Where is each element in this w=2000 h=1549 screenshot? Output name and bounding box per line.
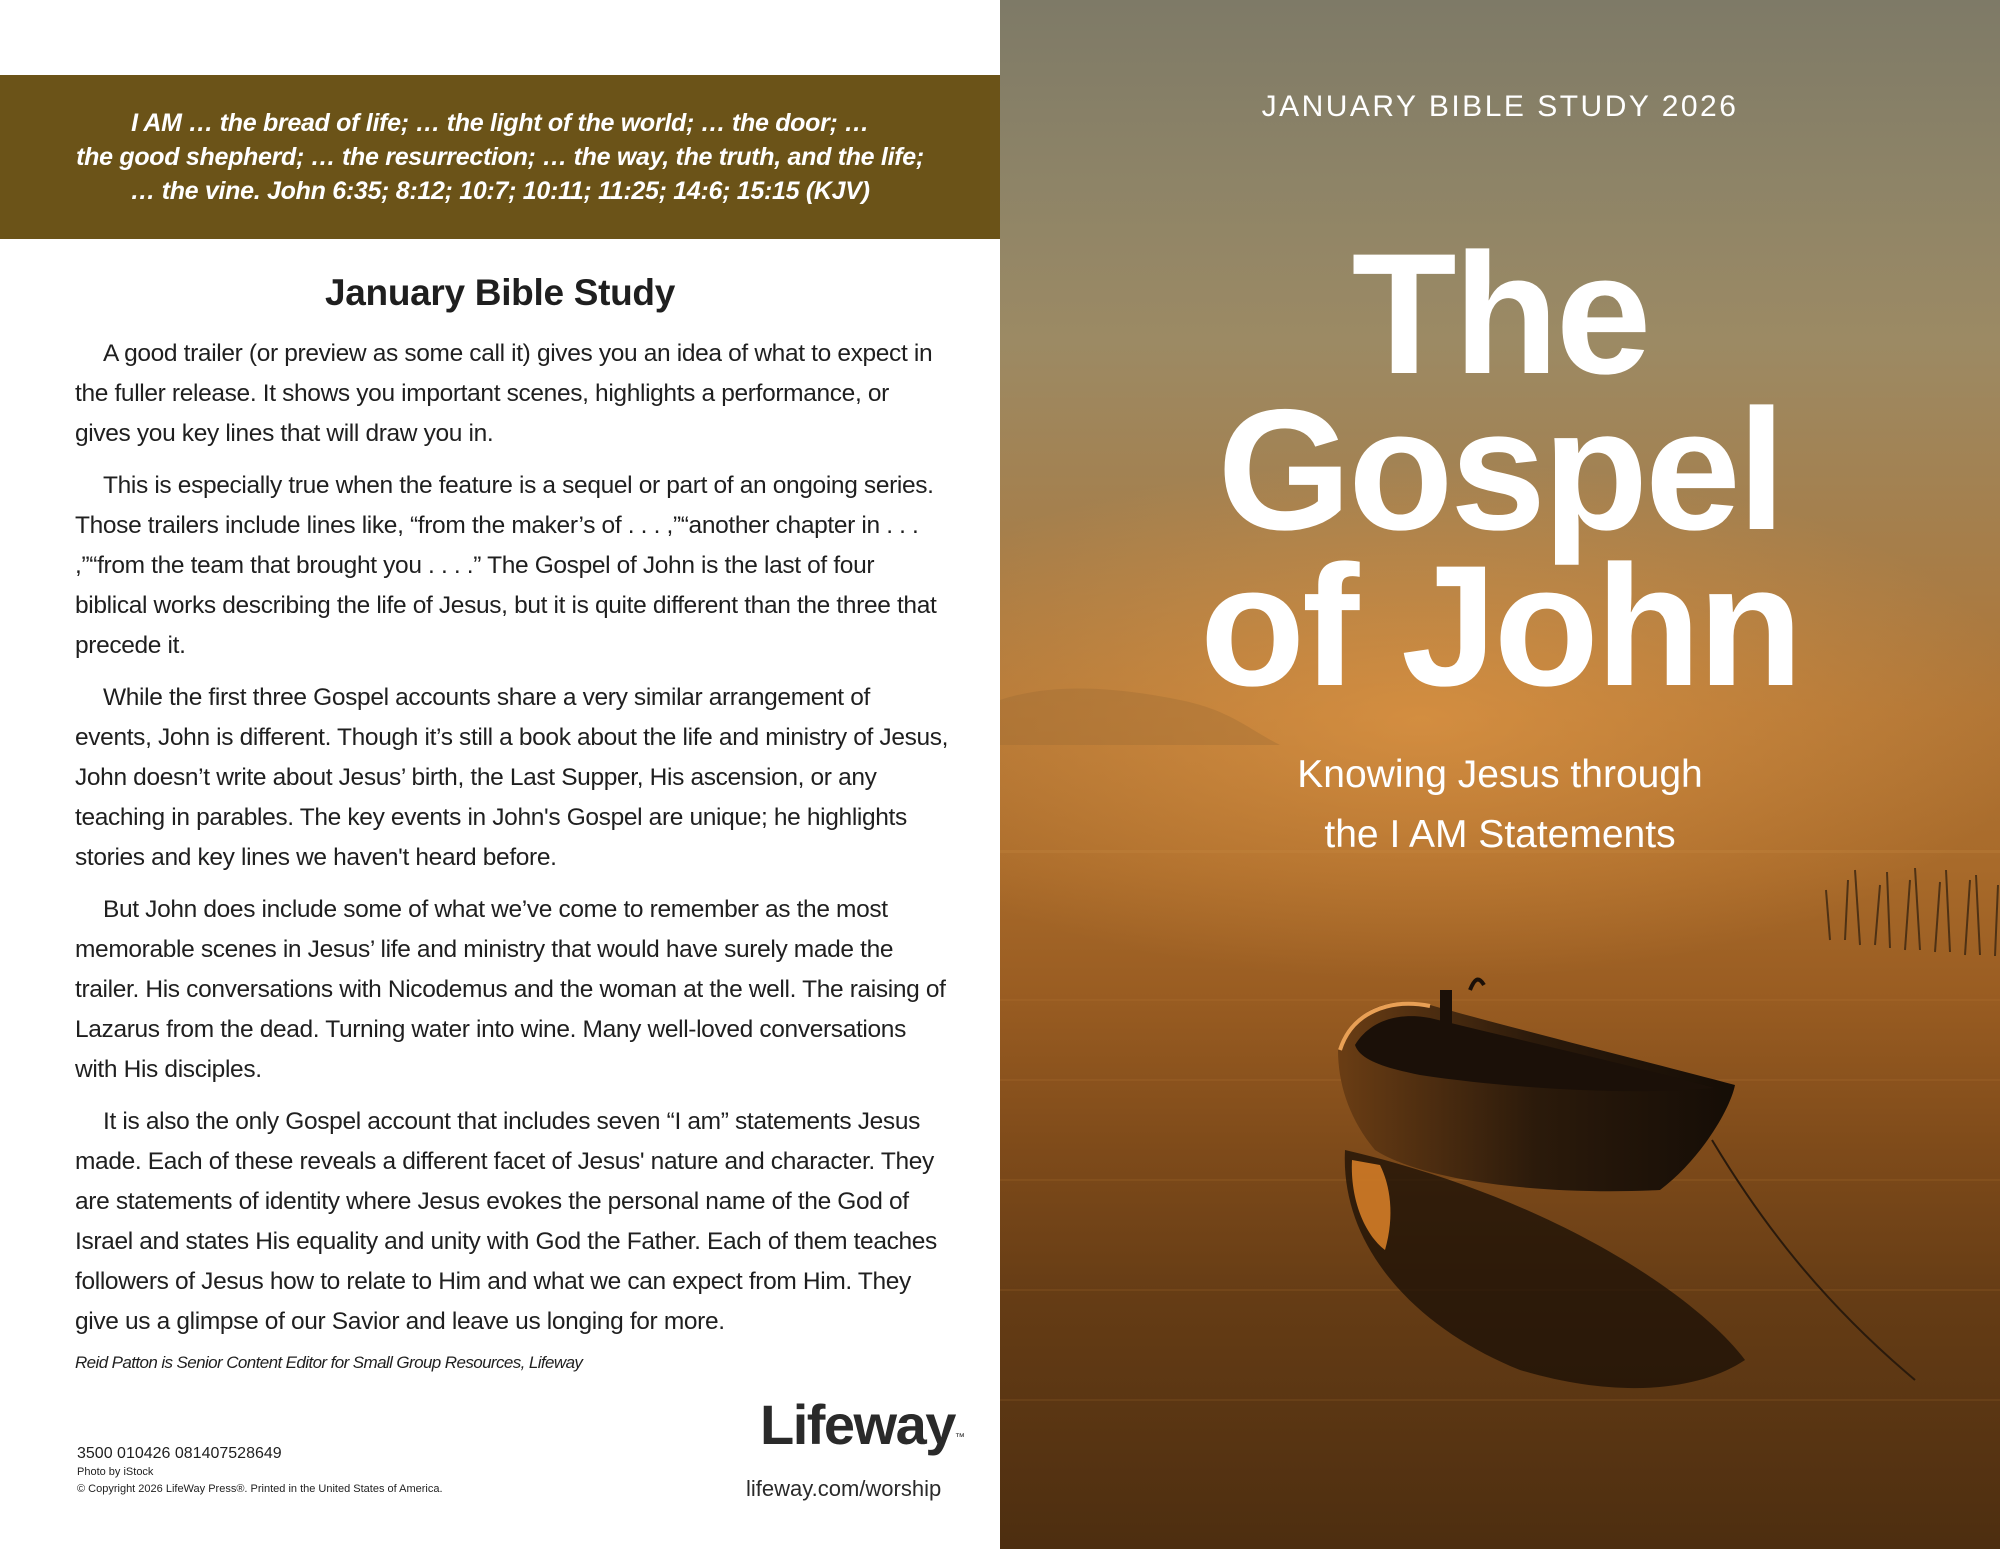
article-body xyxy=(75,334,950,1354)
verse-line: I AM … the bread of life; … the light of the world; … the door; … xyxy=(131,109,869,137)
cover-subtitle-line: the I AM Statements xyxy=(1324,813,1676,856)
cover-subtitle xyxy=(1000,745,2000,865)
footer-info xyxy=(77,1444,443,1498)
cover-title-line: The xyxy=(1351,218,1649,410)
cover-subtitle-line: Knowing Jesus through xyxy=(1297,753,1703,796)
article-paragraph: While the first three Gospel accounts share a very similar arrangement of events, John is different. Though it’s still a book about the life and ministry of Jesus, John doesn’t write about Jesus’ birth, the Last Supper, His ascension, or any teaching in parables. The key events in John's Gospel are unique; he highlights stories and key lines we haven't heard before. xyxy=(75,684,949,871)
verse-line: … the vine. John 6:35; 8:12; 10:7; 10:11; 11:25; 14:6; 15:15 (KJV) xyxy=(130,177,870,205)
mooring-rope xyxy=(1712,1140,1915,1380)
copyright-notice: © Copyright 2026 LifeWay Press®. Printed in the United States of America. xyxy=(77,1483,443,1495)
front-cover xyxy=(1000,0,2000,1549)
trademark-mark: ™ xyxy=(954,1432,965,1443)
cover-title-line: Gospel xyxy=(1217,374,1783,566)
verse-line: the good shepherd; … the resurrection; … the way, the truth, and the life; xyxy=(76,143,924,171)
verse-text xyxy=(76,106,924,208)
article-title: January Bible Study xyxy=(324,272,675,313)
logo-wordmark: Lifeway xyxy=(760,1393,955,1456)
oar-handle xyxy=(1470,980,1484,990)
article-paragraph: A good trailer (or preview as some call it) gives you an idea of what to expect in the fuller release. It shows you important scenes, highlights a performance, or gives you key lines that will draw you in. xyxy=(75,340,933,447)
article-paragraph: It is also the only Gospel account that includes seven “I am” statements Jesus made. Each of these reveals a different facet of Jesus' nature and character. They are statements of identity where Jesus evokes the personal name of the God of Israel and states His equality and unity with God the Father. Each of them teaches followers of Jesus how to relate to Him and what we can expect from Him. They give us a glimpse of our Savior and leave us longing for more. xyxy=(75,1108,937,1335)
cover-kicker: JANUARY BIBLE STUDY 2026 xyxy=(1261,90,1739,123)
article-paragraph: But John does include some of what we’ve come to remember as the most memorable scenes in Jesus’ life and ministry that would have surely made the trailer. His conversations with Nicodemus and the woman at the well. The raising of Lazarus from the dead. Turning water into wine. Many well-loved conversations with His disciples. xyxy=(75,896,946,1083)
cover-title-line: of John xyxy=(1200,530,1800,722)
author-credit: Reid Patton is Senior Content Editor for Small Group Resources, Lifeway xyxy=(75,1353,583,1372)
article-paragraph: This is especially true when the feature is a sequel or part of an ongoing series. Those trailers include lines like, “from the maker’s of . . . ,”“another chapter in . . . ,”“from the team that brought you . . . .” The Gospel of John is the last of four biblical works describing the life of Jesus, but it is quite different than the three that precede it. xyxy=(75,472,937,659)
cover-title xyxy=(1000,218,2000,722)
product-code: 3500 010426 081407528649 xyxy=(77,1445,282,1462)
website-url: lifeway.com/worship xyxy=(746,1476,942,1501)
verse-banner xyxy=(0,75,1000,239)
lifeway-logo xyxy=(760,1392,965,1457)
photo-credit: Photo by iStock xyxy=(77,1466,154,1478)
oar-post xyxy=(1440,990,1452,1050)
